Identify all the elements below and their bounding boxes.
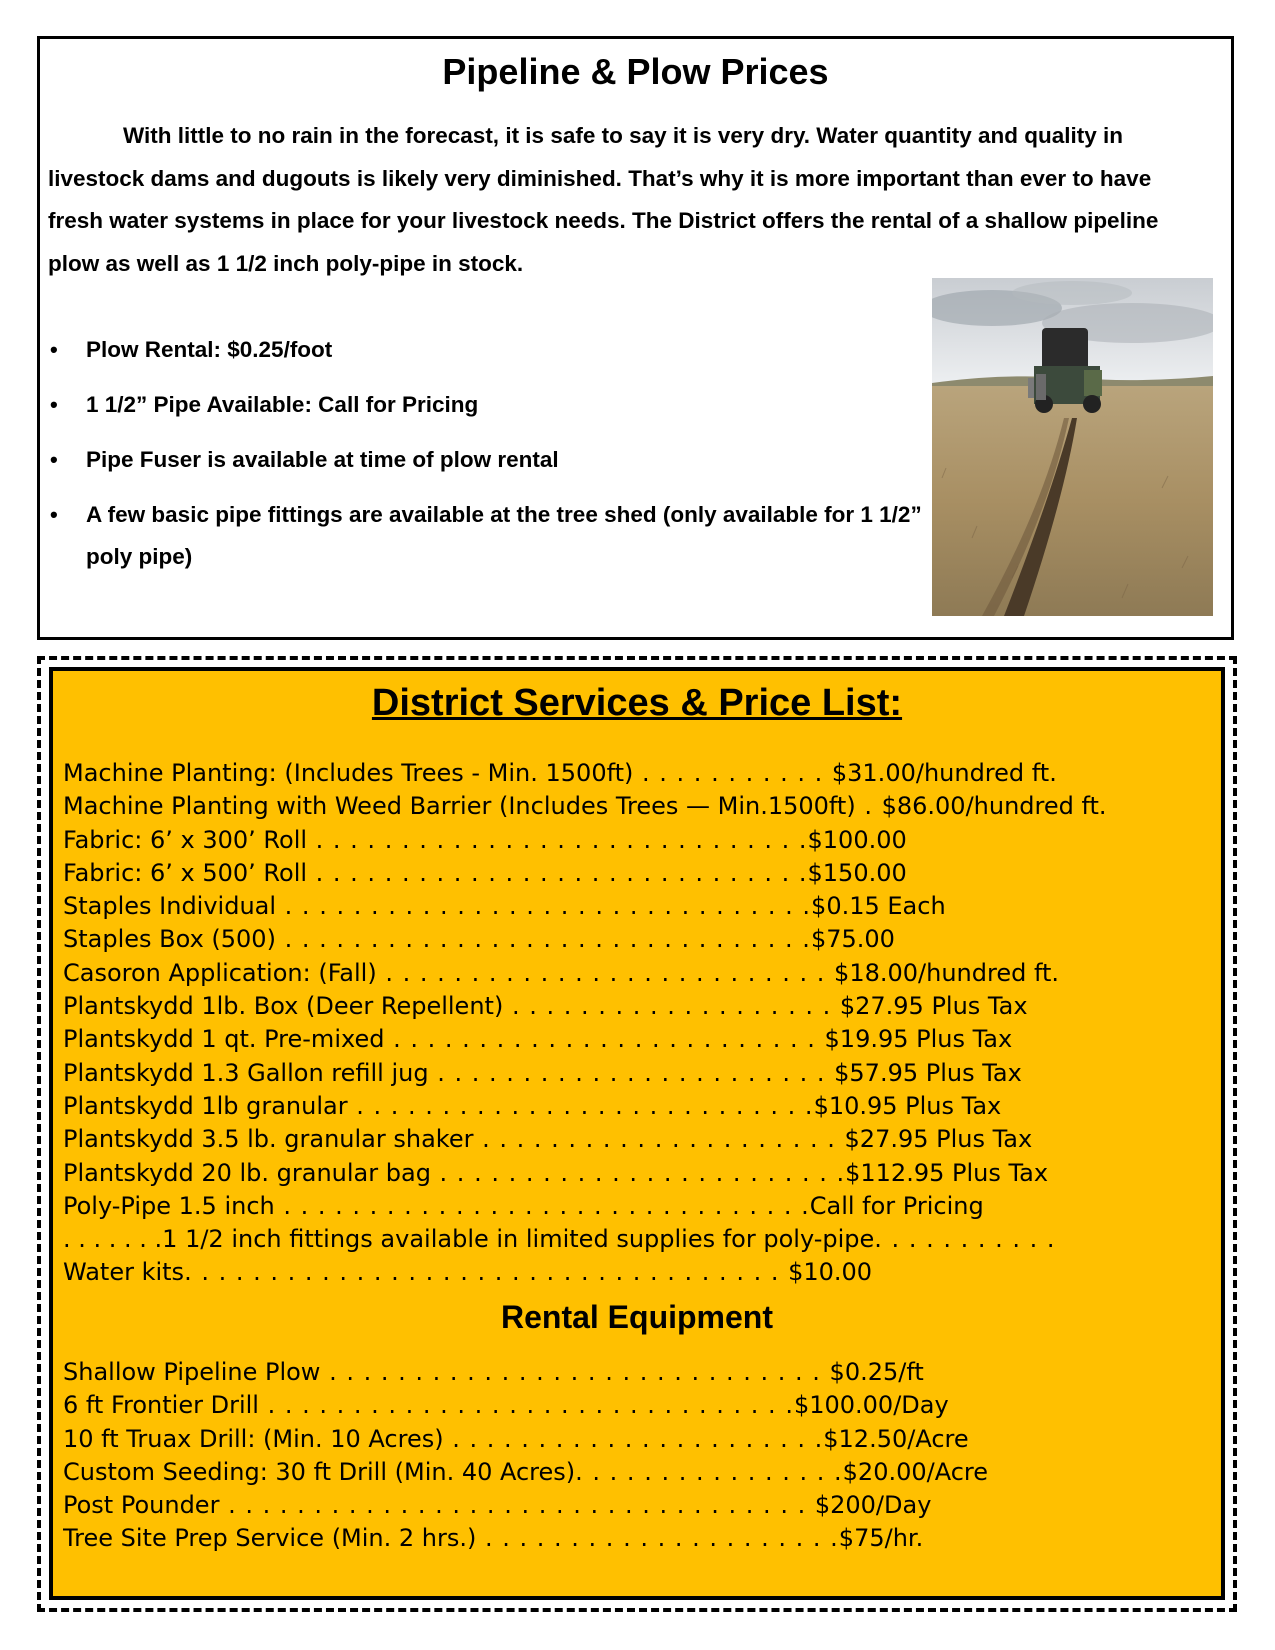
price-row: Shallow Pipeline Plow . . . . . . . . . . . . . . . . . . . . . . . . . . . . . $0.25/ft (63, 1358, 924, 1386)
price-row: Staples Individual . . . . . . . . . . . . . . . . . . . . . . . . . . . . . . .$0.15 Each (63, 892, 946, 921)
price-row: Plantskydd 1.3 Gallon refill jug . . . . . . . . . . . . . . . . . . . . . . . $57.95 Plus Tax (63, 1058, 1022, 1087)
price-row: Fabric: 6’ x 500’ Roll . . . . . . . . . . . . . . . . . . . . . . . . . . . . .$150.00 (63, 858, 907, 887)
bullet-icon: • (50, 337, 58, 362)
price-row: Custom Seeding: 30 ft Drill (Min. 40 Acres). . . . . . . . . . . . . . . .$20.00/Acre (63, 1457, 989, 1486)
price-row: Plantskydd 1lb. Box (Deer Repellent) . . . . . . . . . . . . . . . . . . . $27.95 Plus Tax (63, 992, 1028, 1021)
pipeline-bullet-list (48, 329, 928, 591)
price-row: Plantskydd 1lb granular . . . . . . . . . . . . . . . . . . . . . . . . . . .$10.95 Plus Tax (63, 1091, 1002, 1120)
price-row: Machine Planting with Weed Barrier (Includes Trees — Min.1500ft) . $86.00/hundred ft. (63, 792, 1107, 821)
price-row: Machine Planting: (Includes Trees - Min. 1500ft) . . . . . . . . . . . $31.00/hundred ft. (63, 759, 1057, 787)
price-row: Staples Box (500) . . . . . . . . . . . . . . . . . . . . . . . . . . . . . . .$75.00 (63, 925, 895, 954)
pipeline-title: Pipeline & Plow Prices (442, 51, 829, 92)
services-price-panel (49, 667, 1225, 1600)
rental-price-list (63, 1356, 1223, 1556)
list-item: • A few basic pipe fittings are available at the tree shed (only available for 1 1/2” poly pipe) (48, 494, 928, 578)
tractor-laying-pipeline-photo (932, 278, 1213, 616)
service-price-list (63, 757, 1223, 1290)
list-item: • 1 1/2” Pipe Available: Call for Pricing (48, 384, 928, 426)
list-item: • Pipe Fuser is available at time of plow rental (48, 439, 928, 481)
bullet-icon: • (50, 392, 58, 417)
price-row: Water kits. . . . . . . . . . . . . . . . . . . . . . . . . . . . . . . . . . . $10.00 (63, 1258, 873, 1287)
price-row: 6 ft Frontier Drill . . . . . . . . . . . . . . . . . . . . . . . . . . . . . . .$100.00/Day (63, 1391, 949, 1420)
list-item: • Plow Rental: $0.25/foot (48, 329, 928, 371)
price-row: Plantskydd 3.5 lb. granular shaker . . . . . . . . . . . . . . . . . . . . . $27.95 Plus Tax (63, 1125, 1033, 1154)
price-row: Plantskydd 1 qt. Pre-mixed . . . . . . . . . . . . . . . . . . . . . . . . . $19.95 Plus Tax (63, 1025, 1013, 1054)
price-row: Tree Site Prep Service (Min. 2 hrs.) . . . . . . . . . . . . . . . . . . . . .$75/hr. (63, 1524, 924, 1553)
price-row: . . . . . . .1 1/2 inch fittings available in limited supplies for poly-pipe. . . . . . . . . . . (63, 1225, 1056, 1254)
pipeline-paragraph: With little to no rain in the forecast, it is safe to say it is very dry. Water quantity and quality in livestock dams and dugouts is likely very diminished. That’s why it is more important than ever to have fresh water systems in place for your livestock needs. The District offers the rental of a shallow pipeline plow as well as 1 1/2 inch poly-pipe in stock. (48, 123, 1159, 276)
price-row: 10 ft Truax Drill: (Min. 10 Acres) . . . . . . . . . . . . . . . . . . . . . .$12.50/Acre (63, 1424, 969, 1453)
price-row: Plantskydd 20 lb. granular bag . . . . . . . . . . . . . . . . . . . . . . . .$112.95 Plus Tax (63, 1158, 1049, 1187)
price-row: Casoron Application: (Fall) . . . . . . . . . . . . . . . . . . . . . . . . . . $18.00/hundred ft. (63, 958, 1060, 987)
bullet-icon: • (50, 502, 58, 527)
price-row: Post Pounder . . . . . . . . . . . . . . . . . . . . . . . . . . . . . . . . . . $200/Day (63, 1491, 932, 1520)
services-title: District Services & Price List: (371, 682, 903, 724)
rental-equipment-title: Rental Equipment (500, 1299, 773, 1335)
price-row: Fabric: 6’ x 300’ Roll . . . . . . . . . . . . . . . . . . . . . . . . . . . . .$100.00 (63, 825, 907, 854)
pipeline-plow-section (37, 36, 1234, 640)
price-row: Poly-Pipe 1.5 inch . . . . . . . . . . . . . . . . . . . . . . . . . . . . . . .Call for Pricing (63, 1191, 984, 1220)
bullet-icon: • (50, 447, 58, 472)
